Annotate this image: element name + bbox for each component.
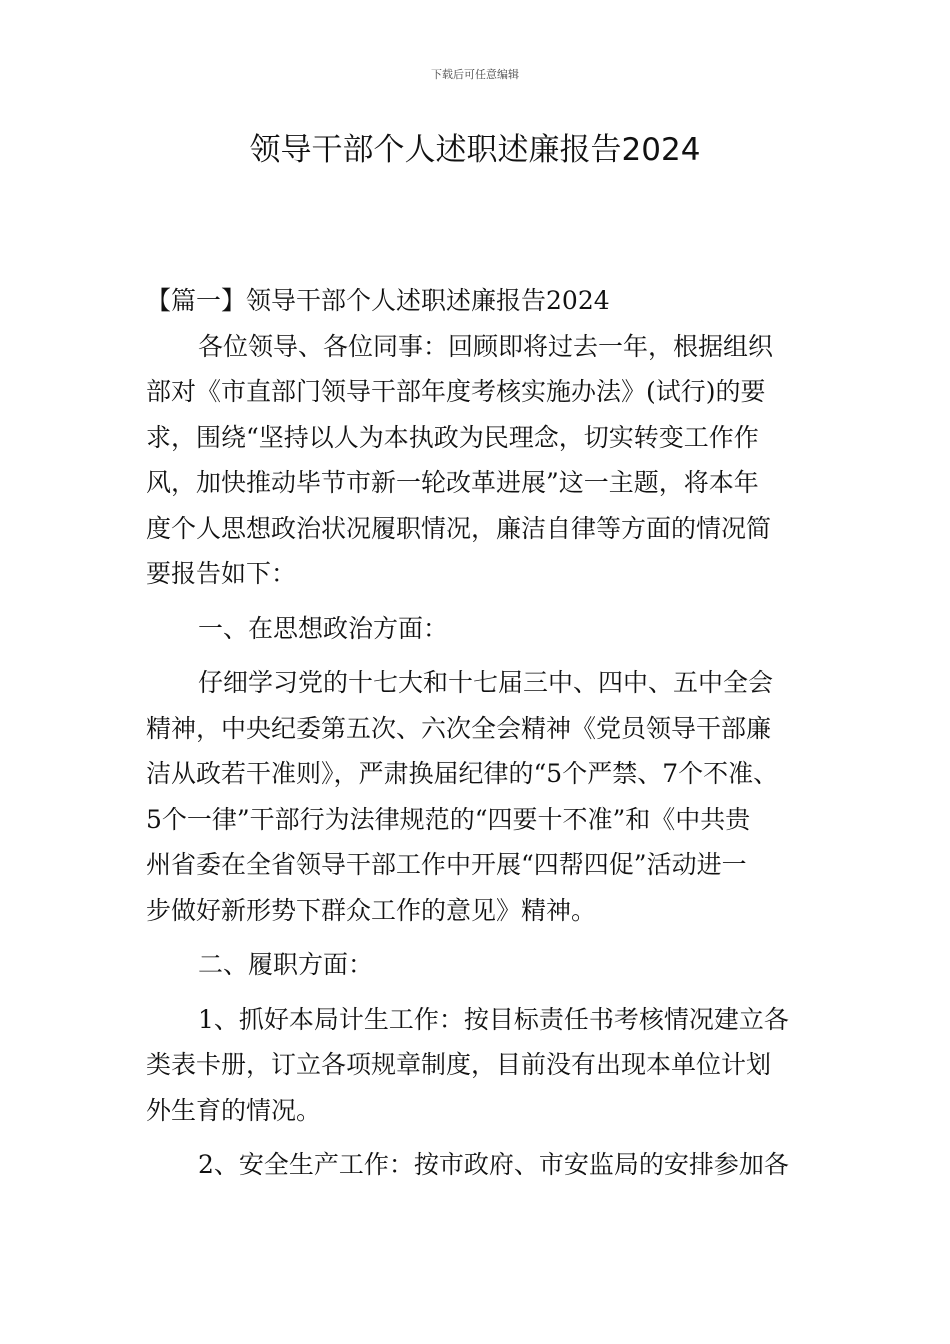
paragraph-line: 各位领导、各位同事：回顾即将过去一年，根据组织	[198, 331, 774, 361]
document-body	[146, 278, 811, 1188]
document-title: 领导干部个人述职述廉报告2024	[249, 132, 701, 168]
header-note: 下载后可任意编辑	[431, 68, 519, 81]
paragraph-line: 风，加快推动毕节市新一轮改革进展”这一主题，将本年	[146, 468, 759, 497]
section-heading: 【篇一】领导干部个人述职述廉报告2024	[146, 286, 610, 315]
paragraph-line: 部对《市直部门领导干部年度考核实施办法》(试行)的要	[146, 377, 766, 406]
paragraph-line: 州省委在全省领导干部工作中开展“四帮四促”活动进一	[146, 850, 747, 879]
paragraph-line: 外生育的情况。	[146, 1095, 322, 1125]
paragraph-line: 要报告如下：	[146, 559, 297, 588]
subheading: 一、在思想政治方面：	[198, 613, 449, 643]
paragraph-line: 精神，中央纪委第五次、六次全会精神《党员领导干部廉	[146, 713, 772, 743]
paragraph-line: 类表卡册，订立各项规章制度，目前没有出现本单位计划	[146, 1050, 772, 1079]
paragraph-line: 求，围绕“坚持以人为本执政为民理念，切实转变工作作	[146, 422, 759, 452]
subheading: 二、履职方面：	[198, 950, 374, 979]
paragraph-line: 洁从政若干准则》，严肃换届纪律的“5个严禁、7个不准、	[146, 759, 779, 788]
paragraph-line: 5个一律”干部行为法律规范的“四要十不准”和《中共贵	[146, 804, 751, 834]
paragraph-line: 2、安全生产工作：按市政府、市安监局的安排参加各	[198, 1150, 789, 1179]
paragraph-line: 仔细学习党的十七大和十七届三中、四中、五中全会	[198, 668, 774, 697]
paragraph-line: 1、抓好本局计生工作：按目标责任书考核情况建立各	[198, 1004, 789, 1034]
paragraph-line: 步做好新形势下群众工作的意见》精神。	[146, 895, 597, 925]
paragraph-line: 度个人思想政治状况履职情况，廉洁自律等方面的情况简	[146, 513, 772, 543]
